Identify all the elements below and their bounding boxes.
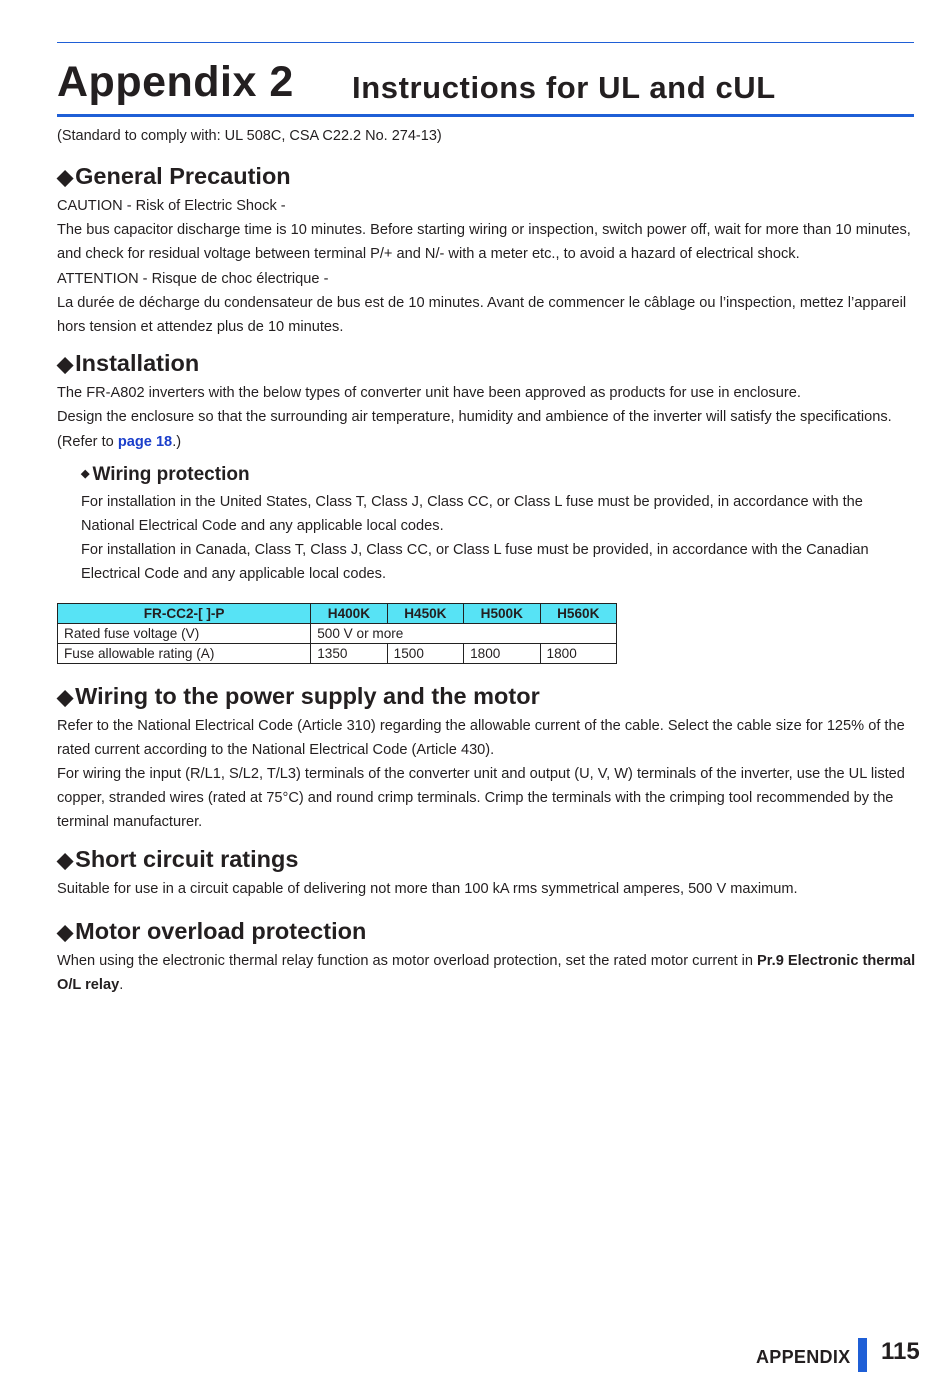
heading-text: Motor overload protection [75, 917, 367, 944]
table-header-row [58, 603, 617, 623]
diamond-bullet-icon: ◆ [57, 166, 74, 189]
footer-accent-bar [858, 1338, 867, 1372]
fuse-rating-table [57, 603, 617, 664]
table-row [58, 643, 617, 663]
installation-para-2 [57, 405, 917, 453]
page-18-link[interactable]: page 18 [117, 433, 173, 450]
motor-overload-end: . [119, 977, 124, 994]
table-header-h500k: H500K [464, 603, 540, 623]
section-heading-wiring-power [57, 678, 917, 714]
section-heading-short-circuit [57, 841, 917, 877]
appendix-number: Appendix 2 [57, 58, 294, 106]
wiring-protection-us: For installation in the United States, Class T, Class J, Class CC, or Class L fuse must be provided, in accordance with the National Electrical Code and any applicable local codes. [81, 493, 863, 535]
section-heading-general-precaution [57, 158, 917, 194]
table-header-h450k: H450K [387, 603, 463, 623]
heading-text: Installation [75, 350, 200, 377]
caution-body: The bus capacitor discharge time is 10 minutes. Before starting wiring or inspection, switch power off, wait for more than 10 minutes, and check for residual voltage between terminal P/+ and N/- with a meter etc., to avoid a hazard of electrical shock. [57, 222, 911, 263]
table-cell-label: Rated fuse voltage (V) [58, 623, 311, 643]
table-row [58, 623, 617, 643]
footer-section-label: APPENDIX [756, 1347, 851, 1367]
wiring-protection-canada: For installation in Canada, Class T, Class J, Class CC, or Class L fuse must be provided, in accordance with the Canadian Electrical Code and any applicable local codes. [81, 542, 869, 583]
wiring-power-para-1: Refer to the National Electrical Code (Article 310) regarding the allowable current of the cable. Select the cable size for 125% of the rated current according to the National Electrical Code (Article 430). [57, 717, 905, 758]
section-heading-installation [57, 345, 917, 381]
heading-text: Short circuit ratings [75, 845, 299, 872]
wiring-power-para-2: For wiring the input (R/L1, S/L2, T/L3) terminals of the converter unit and output (U, V, W) terminals of the inverter, use the UL listed copper, stranded wires (rated at 75°C) and round crimp terminals. Crimp the terminals with the crimping tool recommended by the terminal manufacturer. [57, 766, 905, 831]
subsection-heading-wiring-protection [81, 460, 917, 490]
caution-line: CAUTION - Risk of Electric Shock - [57, 198, 286, 214]
installation-para-2-end: .) [172, 433, 182, 450]
diamond-bullet-icon: ◆ [57, 685, 74, 709]
table-cell-value: 1800 [464, 643, 540, 663]
title-underline [57, 114, 914, 117]
heading-text: Wiring protection [92, 463, 250, 485]
attention-body: La durée de décharge du condensateur de bus est de 10 minutes. Avant de commencer le câblage ou l’inspection, mettez l’appareil hors tension et attendez plus de 10 minutes. [57, 294, 907, 336]
motor-overload-para [57, 949, 917, 997]
small-diamond-bullet-icon: ◆ [81, 467, 90, 480]
motor-overload-text: When using the electronic thermal relay function as motor overload protection, set the rated motor current in [57, 952, 758, 969]
page-number: 115 [881, 1338, 920, 1365]
heading-text: General Precaution [75, 163, 291, 189]
parameter-reference: Pr.9 Electronic thermal O/L relay [57, 952, 916, 994]
top-rule [57, 42, 914, 43]
page-content [57, 158, 917, 997]
heading-text: Wiring to the power supply and the motor [75, 682, 540, 709]
table-cell-label: Fuse allowable rating (A) [58, 643, 311, 663]
diamond-bullet-icon: ◆ [57, 920, 74, 944]
table-cell-value: 500 V or more [311, 623, 617, 643]
short-circuit-para: Suitable for use in a circuit capable of delivering not more than 100 kA rms symmetrical amperes, 500 V maximum. [57, 880, 798, 897]
installation-para-2-text: Design the enclosure so that the surrounding air temperature, humidity and ambience of the inverter will satisfy the specifications. (Refer to [57, 409, 892, 450]
table-header-h560k: H560K [540, 603, 616, 623]
table-cell-value: 1800 [540, 643, 616, 663]
table-cell-value: 1500 [387, 643, 463, 663]
standard-note: (Standard to comply with: UL 508C, CSA C22.2 No. 274-13) [57, 128, 442, 144]
diamond-bullet-icon: ◆ [57, 848, 74, 872]
page-title: Instructions for UL and cUL [352, 70, 776, 105]
table-header-model: FR-CC2-[ ]-P [58, 603, 311, 623]
attention-line: ATTENTION - Risque de choc électrique - [57, 270, 329, 287]
table-header-h400k: H400K [311, 603, 387, 623]
section-heading-motor-overload [57, 913, 917, 949]
diamond-bullet-icon: ◆ [57, 353, 74, 377]
installation-para-1: The FR-A802 inverters with the below types of converter unit have been approved as products for use in enclosure. [57, 385, 801, 402]
table-cell-value: 1350 [311, 643, 387, 663]
